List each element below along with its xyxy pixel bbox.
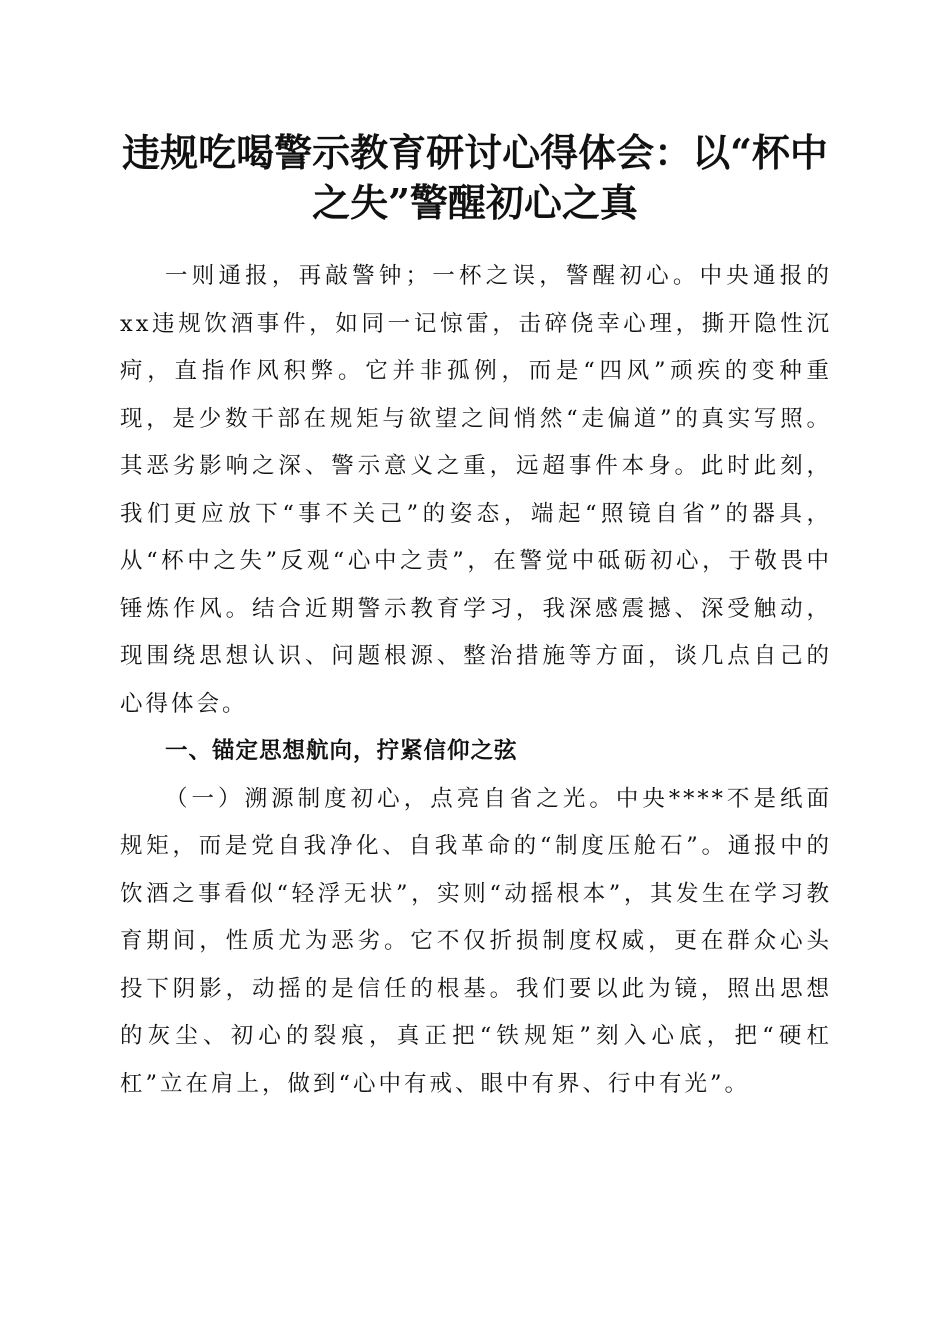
section-paragraph: （一）溯源制度初心，点亮自省之光。中央****不是纸面规矩，而是党自我净化、自我革命的“制度压舱石”。通报中的饮酒之事看似“轻浮无状”，实则“动摇根本”，其发生在学习教育期间，性质尤为恶劣。它不仅折损制度权威，更在群众心头投下阴影，动摇的是信任的根基。我们要以此为镜，照出思想的灰尘、初心的裂痕，真正把“铁规矩”刻入心底，把“硬杠杠”立在肩上，做到“心中有戒、眼中有界、行中有光”。 bbox=[120, 785, 832, 1097]
intro-paragraph: 一则通报，再敲警钟；一杯之误，警醒初心。中央通报的xx违规饮酒事件，如同一记惊雷，击碎侥幸心理，撕开隐性沉疴，直指作风积弊。它并非孤例，而是“四风”顽疾的变种重现，是少数干部在规矩与欲望之间悄然“走偏道”的真实写照。其恶劣影响之深、警示意义之重，远超事件本身。此时此刻，我们更应放下“事不关己”的姿态，端起“照镜自省”的器具，从“杯中之失”反观“心中之责”，在警觉中砥砺初心，于敬畏中锤炼作风。结合近期警示教育学习，我深感震撼、深受触动，现围绕思想认识、问题根源、整治措施等方面，谈几点自己的心得体会。 bbox=[120, 263, 832, 717]
section-heading: 一、锚定思想航向，拧紧信仰之弦 bbox=[165, 738, 518, 764]
document-title: 违规吃喝警示教育研讨心得体会：以“杯中之失”警醒初心之真 bbox=[122, 130, 828, 225]
document-body bbox=[120, 253, 832, 1108]
